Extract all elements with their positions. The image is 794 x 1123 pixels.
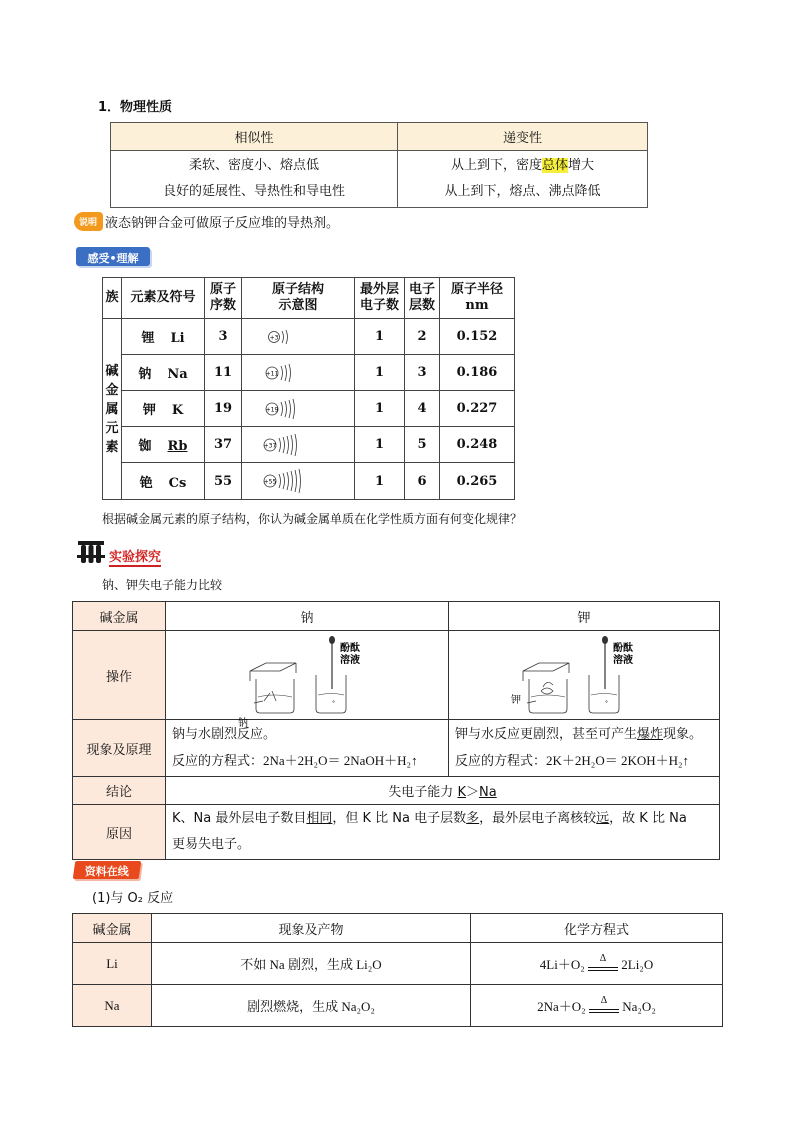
shell-arc: [293, 399, 295, 419]
reason-part: ，最外层电子离核较: [479, 811, 597, 826]
trend-line-2: 从上到下，熔点、沸点降低: [444, 184, 601, 199]
electron-layers: 2: [405, 319, 440, 355]
metal-na: Na: [73, 985, 152, 1027]
k-apparatus-illustration: [449, 631, 719, 715]
element-cell: [122, 427, 205, 463]
col-radius-l2: nm: [465, 298, 489, 313]
shell-arc: [291, 471, 293, 491]
shell-arc: [289, 400, 291, 418]
reason-part: K、Na 最外层电子数目: [172, 811, 307, 826]
col-family: 族: [103, 278, 122, 319]
experiment-table: [72, 601, 720, 860]
reason-line-1: [172, 806, 713, 832]
question-text: 根据碱金属元素的原子结构，你认为碱金属单质在化学性质方面有何变化规律？: [102, 512, 523, 526]
element-cell: [122, 355, 205, 391]
na-description: 剧烈燃烧，生成 Na₂O₂: [152, 985, 471, 1027]
experiment-subtitle: 钠、钾失电子能力比较: [102, 578, 223, 592]
electron-layers: 3: [405, 355, 440, 391]
shell-arc: [286, 330, 288, 344]
li-description: 不如 Na 剧烈，生成 Li₂O: [152, 943, 471, 985]
metal-li: Li: [73, 943, 152, 985]
shell-arc: [279, 474, 281, 488]
element-name: 铷: [138, 439, 152, 454]
col-element: 元素及符号: [122, 278, 205, 319]
shell-arc: [289, 364, 291, 382]
k-operation-figure: [449, 631, 720, 720]
similarity-cell: [111, 151, 398, 208]
col-potassium: 钾: [449, 602, 720, 631]
element-cell: [122, 391, 205, 427]
outer-electrons: 1: [355, 391, 405, 427]
row-operation: 操作: [73, 631, 166, 720]
svg-text:°: °: [332, 700, 335, 707]
reason-underlined: 相同: [306, 811, 333, 826]
k-phen-underlined: 爆炸: [637, 726, 664, 742]
col-structure-l1: 原子结构: [271, 282, 324, 297]
similarity-line-2: 良好的延展性、导热性和导电性: [162, 184, 345, 199]
col-outer-l1: 最外层: [359, 282, 399, 297]
col-layers-l1: 电子: [408, 282, 435, 297]
understand-tag-label: 感受•理解: [87, 252, 139, 265]
o2-reaction-table: [72, 913, 723, 1027]
col-structure: [242, 278, 355, 319]
na-apparatus-illustration: [166, 631, 448, 729]
group-name-cell: [103, 319, 122, 500]
shell-arc: [299, 469, 301, 493]
delta-icon: Δ: [599, 953, 607, 964]
structure-diagram: [242, 355, 355, 391]
reason-cell: [166, 805, 720, 860]
shell-arc: [283, 437, 285, 453]
conclusion-gt: ＞: [465, 785, 479, 800]
reason-line-2: 更易失电子。: [172, 837, 251, 852]
col-structure-l2: 示意图: [278, 298, 318, 313]
k-phen-b: 现象。: [663, 726, 703, 742]
na-operation-figure: [166, 631, 449, 729]
row-phenomenon: 现象及原理: [73, 720, 166, 777]
heat-condition: [588, 953, 618, 973]
element-cell: [122, 463, 205, 500]
na-phenomenon-cell: [166, 720, 449, 777]
element-name: 钾: [142, 403, 156, 418]
col-metal: 碱金属: [73, 914, 152, 943]
electron-layers: 6: [405, 463, 440, 500]
col-outer-l2: 电子数: [359, 298, 399, 313]
reason-part: ，故 K 比 Na: [609, 811, 687, 826]
col-atomic-number-l2: 序数: [209, 298, 236, 313]
atomic-number: 55: [205, 463, 242, 500]
atomic-number: 19: [205, 391, 242, 427]
atomic-radius: 0.248: [440, 427, 515, 463]
na-equation: [471, 985, 723, 1027]
metal-label: 钾: [511, 695, 521, 706]
trend-highlight: 总体: [541, 158, 568, 173]
experiment-tag-label: 实验探究: [109, 546, 161, 567]
outer-electrons: 1: [355, 463, 405, 500]
indicator-label-l2: 溶液: [340, 655, 360, 666]
test-tubes-icon: [76, 539, 106, 567]
reason-underlined: 多: [466, 811, 480, 826]
col-atomic-number: [205, 278, 242, 319]
trend-line-1: [398, 153, 647, 179]
outer-electrons: 1: [355, 319, 405, 355]
structure-diagram: [242, 319, 355, 355]
row-reason: 原因: [73, 805, 166, 860]
atomic-number: 3: [205, 319, 242, 355]
nucleus-charge: +37: [263, 442, 277, 449]
element-symbol: Na: [167, 367, 188, 382]
conclusion-k: K: [457, 785, 466, 800]
reason-part: ，但 K 比 Na 电子层数: [332, 811, 467, 826]
trend-cell: [398, 151, 648, 208]
element-name: 锂: [141, 331, 155, 346]
note-tag-label: 说明: [79, 217, 98, 228]
col-outer-electrons: [355, 278, 405, 319]
shell-arc: [285, 401, 287, 417]
physical-properties-table: [110, 122, 648, 208]
shell-arc: [287, 436, 289, 454]
electron-layers: 4: [405, 391, 440, 427]
data-online-tag: [73, 861, 142, 879]
shell-arc: [281, 402, 283, 416]
atom-structure-rb: [248, 428, 348, 462]
structure-diagram: [242, 427, 355, 463]
element-cell: [122, 319, 205, 355]
indicator-label-l2: 溶液: [613, 655, 633, 666]
understand-tag: [76, 247, 150, 266]
structure-diagram: [242, 391, 355, 427]
alkali-metals-table: [102, 277, 515, 500]
similarity-line-1: 柔软、密度小、熔点低: [188, 158, 319, 173]
element-symbol: Cs: [168, 475, 187, 491]
col-radius: [440, 278, 515, 319]
atomic-number: 11: [205, 355, 242, 391]
metal-label: 钠: [238, 718, 248, 729]
conclusion-cell: [166, 777, 720, 805]
structure-diagram: [242, 463, 355, 500]
reason-underlined: 远: [596, 811, 610, 826]
shell-arc: [279, 438, 281, 452]
shell-arc: [285, 365, 287, 381]
shell-arc: [287, 472, 289, 490]
electron-layers: 5: [405, 427, 440, 463]
trend-text-a: 从上到下，密度: [450, 158, 542, 173]
equation-rhs: 2Li₂O: [621, 956, 654, 972]
k-equation-line: [455, 748, 713, 775]
col-equation: 化学方程式: [471, 914, 723, 943]
element-symbol: Li: [170, 331, 185, 346]
equation-lhs: 4Li＋O₂: [539, 956, 585, 972]
group-name: 碱金属元素: [105, 363, 119, 455]
shell-arc: [295, 470, 297, 492]
atom-structure-cs: [248, 463, 348, 499]
atomic-number: 37: [205, 427, 242, 463]
outer-electrons: 1: [355, 355, 405, 391]
nucleus-charge: +11: [265, 370, 279, 377]
trend-text-b: 增大: [568, 158, 595, 173]
o2-reaction-title: (1)与 O₂ 反应: [92, 891, 174, 906]
indicator-label-l1: 酚酞: [340, 643, 360, 654]
heat-condition: [589, 995, 619, 1015]
delta-icon: Δ: [600, 995, 608, 1006]
li-equation: [471, 943, 723, 985]
equation-prefix: 反应的方程式：: [455, 753, 547, 769]
nucleus-charge: +55: [263, 478, 277, 486]
col-sodium: 钠: [166, 602, 449, 631]
equation-prefix: 反应的方程式：: [172, 753, 264, 769]
conclusion-text: 失电子能力: [388, 785, 458, 800]
element-name: 铯: [139, 475, 153, 491]
header-trend: 递变性: [398, 123, 648, 151]
col-phenomenon: 现象及产物: [152, 914, 471, 943]
col-atomic-number-l1: 原子: [209, 282, 236, 297]
col-layers: [405, 278, 440, 319]
header-similarity: 相似性: [111, 123, 398, 151]
note-badge: [74, 212, 103, 231]
na-equation: 2Na＋2H₂O＝ 2NaOH＋H₂↑: [263, 752, 418, 768]
row-conclusion: 结论: [73, 777, 166, 805]
col-alkali-metal: 碱金属: [73, 602, 166, 631]
k-phenomenon: [455, 722, 713, 748]
shell-arc: [282, 331, 284, 343]
shell-arc: [283, 473, 285, 489]
na-phenomenon: 钠与水剧烈反应。: [172, 726, 277, 742]
equation-lhs: 2Na＋O₂: [537, 998, 586, 1014]
experiment-tag: [76, 539, 161, 567]
atomic-radius: 0.227: [440, 391, 515, 427]
nucleus-charge: +19: [265, 406, 279, 413]
svg-text:°: °: [605, 700, 608, 707]
conclusion-na: Na: [478, 785, 497, 800]
col-radius-l1: 原子半径: [450, 282, 503, 297]
na-equation-line: [172, 748, 442, 775]
k-equation: 2K＋2H₂O＝ 2KOH＋H₂↑: [546, 752, 690, 768]
nucleus-charge: +3: [269, 334, 279, 341]
shell-arc: [281, 366, 283, 380]
k-phenomenon-cell: [449, 720, 720, 777]
equation-rhs: Na₂O₂: [622, 998, 656, 1014]
data-online-tag-label: 资料在线: [84, 865, 129, 878]
outer-electrons: 1: [355, 427, 405, 463]
element-symbol: K: [171, 403, 184, 418]
shell-arc: [295, 434, 297, 456]
element-symbol: Rb: [167, 439, 188, 454]
atom-structure-na: [248, 358, 348, 388]
shell-arc: [291, 435, 293, 455]
note-row: [74, 211, 339, 231]
k-phen-a: 钾与水反应更剧烈，甚至可产生: [455, 726, 638, 742]
note-text: 液态钠钾合金可做原子反应堆的导热剂。: [105, 215, 340, 231]
atomic-radius: 0.152: [440, 319, 515, 355]
element-name: 钠: [138, 367, 152, 382]
indicator-label-l1: 酚酞: [613, 643, 633, 654]
col-layers-l2: 层数: [408, 298, 435, 313]
atomic-radius: 0.265: [440, 463, 515, 500]
atom-structure-k: [248, 393, 348, 425]
atom-structure-li: [248, 323, 348, 351]
atomic-radius: 0.186: [440, 355, 515, 391]
section-title: 1．物理性质: [98, 100, 173, 115]
